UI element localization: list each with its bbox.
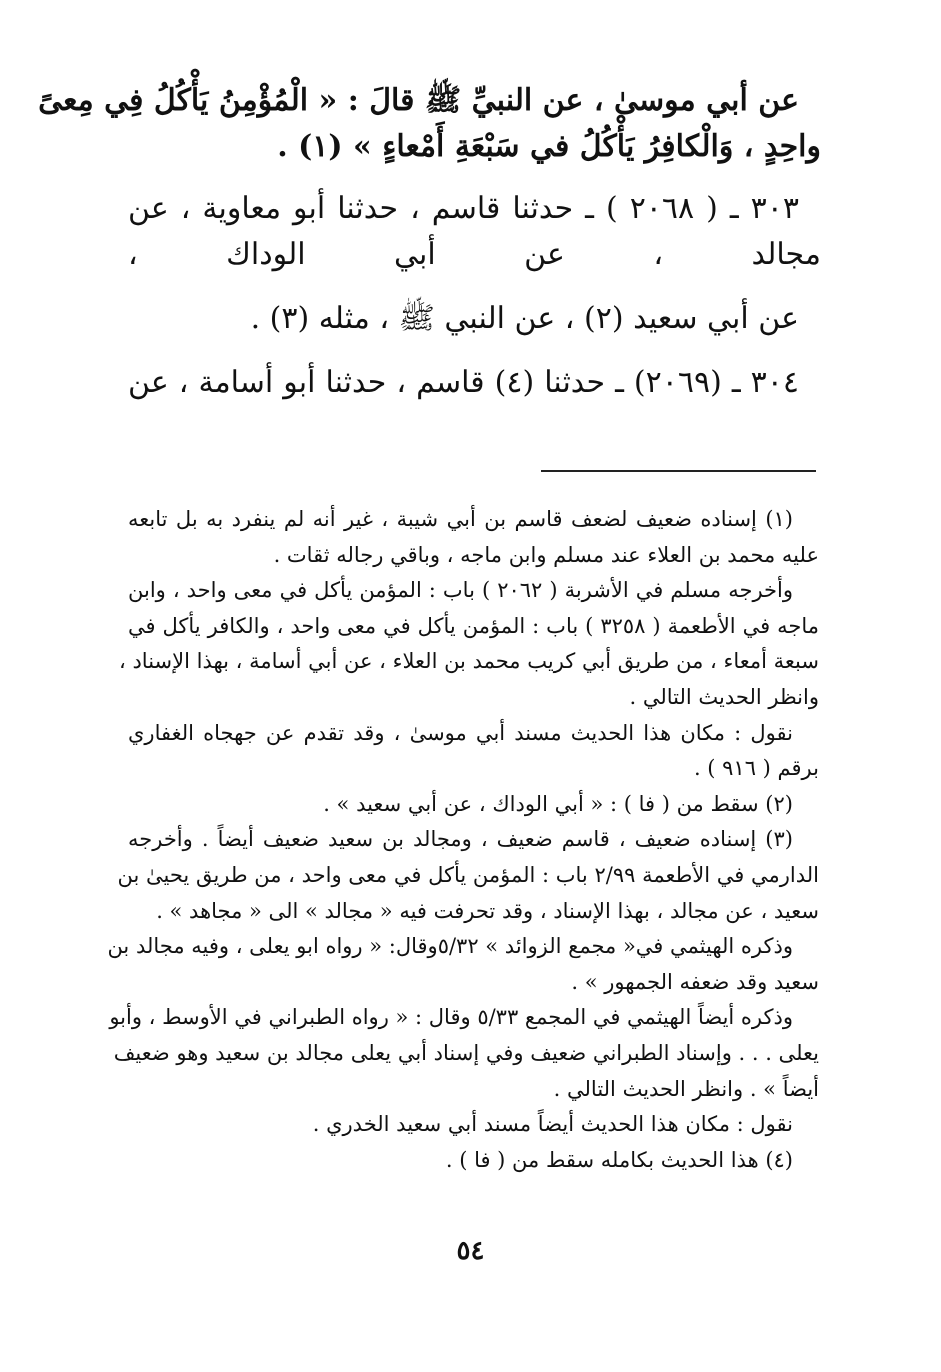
footnote-line: سعيد وقد ضعفه الجمهور » . (571, 969, 819, 994)
footnote-line: (٢) سقط من ( فا ) : « أبي الوداك ، عن أبي سعيد » . (323, 791, 793, 816)
hadith-chain-line: عن أبي سعيد (٢) ، عن النبي ﷺ ، مثله (٣) . (250, 301, 799, 336)
footnote-line: أيضاً » . وانظر الحديث التالي . (553, 1076, 819, 1101)
footnote-line: وذكره أيضاً الهيثمي في المجمع ٥/٣٣ وقال : « رواه الطبراني في الأوسط ، وأبو (109, 1005, 793, 1030)
footnote-line: (٤) هذا الحديث بكامله سقط من ( فا ) . (445, 1147, 793, 1172)
hadith-text-line: عن أبي موسىٰ ، عن النبيِّ ﷺ قالَ : « الْمُؤْمِنُ يَأْكُلُ فِي مِعىً (38, 83, 799, 118)
footnote-line: نقول : مكان هذا الحديث مسند أبي موسىٰ ، وقد تقدم عن جهجاه الغفاري (128, 720, 793, 745)
hadith-chain-line: ٣٠٤ ـ (٢٠٦٩) ـ حدثنا (٤) قاسم ، حدثنا أبو أسامة ، عن (128, 365, 799, 400)
hadith-chain-line: ٣٠٣ ـ ( ٢٠٦٨ ) ـ حدثنا قاسم ، حدثنا أبو معاوية ، عن (128, 191, 799, 226)
footnote-line: وأخرجه مسلم في الأشربة ( ٢٠٦٢ ) باب : المؤمن يأكل في معى واحد ، وابن (128, 578, 793, 603)
main-hadith-text (38, 78, 821, 406)
footnote-line: سبعة أمعاء ، من طريق أبي كريب محمد بن العلاء ، عن أبي أسامة ، بهذا الإسناد ، (118, 649, 819, 674)
footnote-line: (٣) إسناده ضعيف ، قاسم ضعيف ، ومجالد بن سعيد ضعيف أيضاً . وأخرجه (128, 827, 793, 852)
footnote-separator (541, 470, 816, 472)
footnote-line: عليه محمد بن العلاء عند مسلم وابن ماجه ، وباقي رجاله ثقات . (273, 542, 819, 567)
hadith-chain-line: مجالد ، عن أبي الوداك ، (128, 237, 821, 272)
footnote-line: سعيد ، عن مجالد ، بهذا الإسناد ، وقد تحرفت فيه « مجالد » الى « مجاهد » . (156, 898, 819, 923)
footnote-line: برقم ( ٩١٦ ) . (693, 756, 819, 781)
footnotes (107, 502, 819, 1178)
footnote-line: نقول : مكان هذا الحديث أيضاً مسند أبي سعيد الخدري . (312, 1112, 793, 1137)
footnote-line: يعلى . . . وإسناد الطبراني ضعيف وفي إسناد أبي يعلى مجالد بن سعيد وهو ضعيف (113, 1040, 819, 1065)
footnote-line: وذكره الهيثمي في« مجمع الزوائد » ٥/٣٢وقال: « رواه ابو يعلى ، وفيه مجالد بن (107, 934, 793, 959)
hadith-text-line: واحِدٍ ، وَالْكافِرُ يَأْكُلُ في سَبْعَةِ أَمْعاءٍ » (١) . (277, 129, 821, 164)
page-number: ٥٤ (456, 1236, 485, 1266)
footnote-line: (١) إسناده ضعيف لضعف قاسم بن أبي شيبة ، غير أنه لم ينفرد به بل تابعه (128, 507, 793, 531)
footnote-line: ماجه في الأطعمة ( ٣٢٥٨ ) باب : المؤمن يأكل في معى واحد ، والكافر يأكل في (128, 613, 819, 638)
footnote-line: وانظر الحديث التالي . (629, 684, 819, 709)
footnote-line: الدارمي في الأطعمة ٢/٩٩ باب : المؤمن يأكل في معى واحد ، من طريق يحيىٰ بن (117, 862, 819, 887)
